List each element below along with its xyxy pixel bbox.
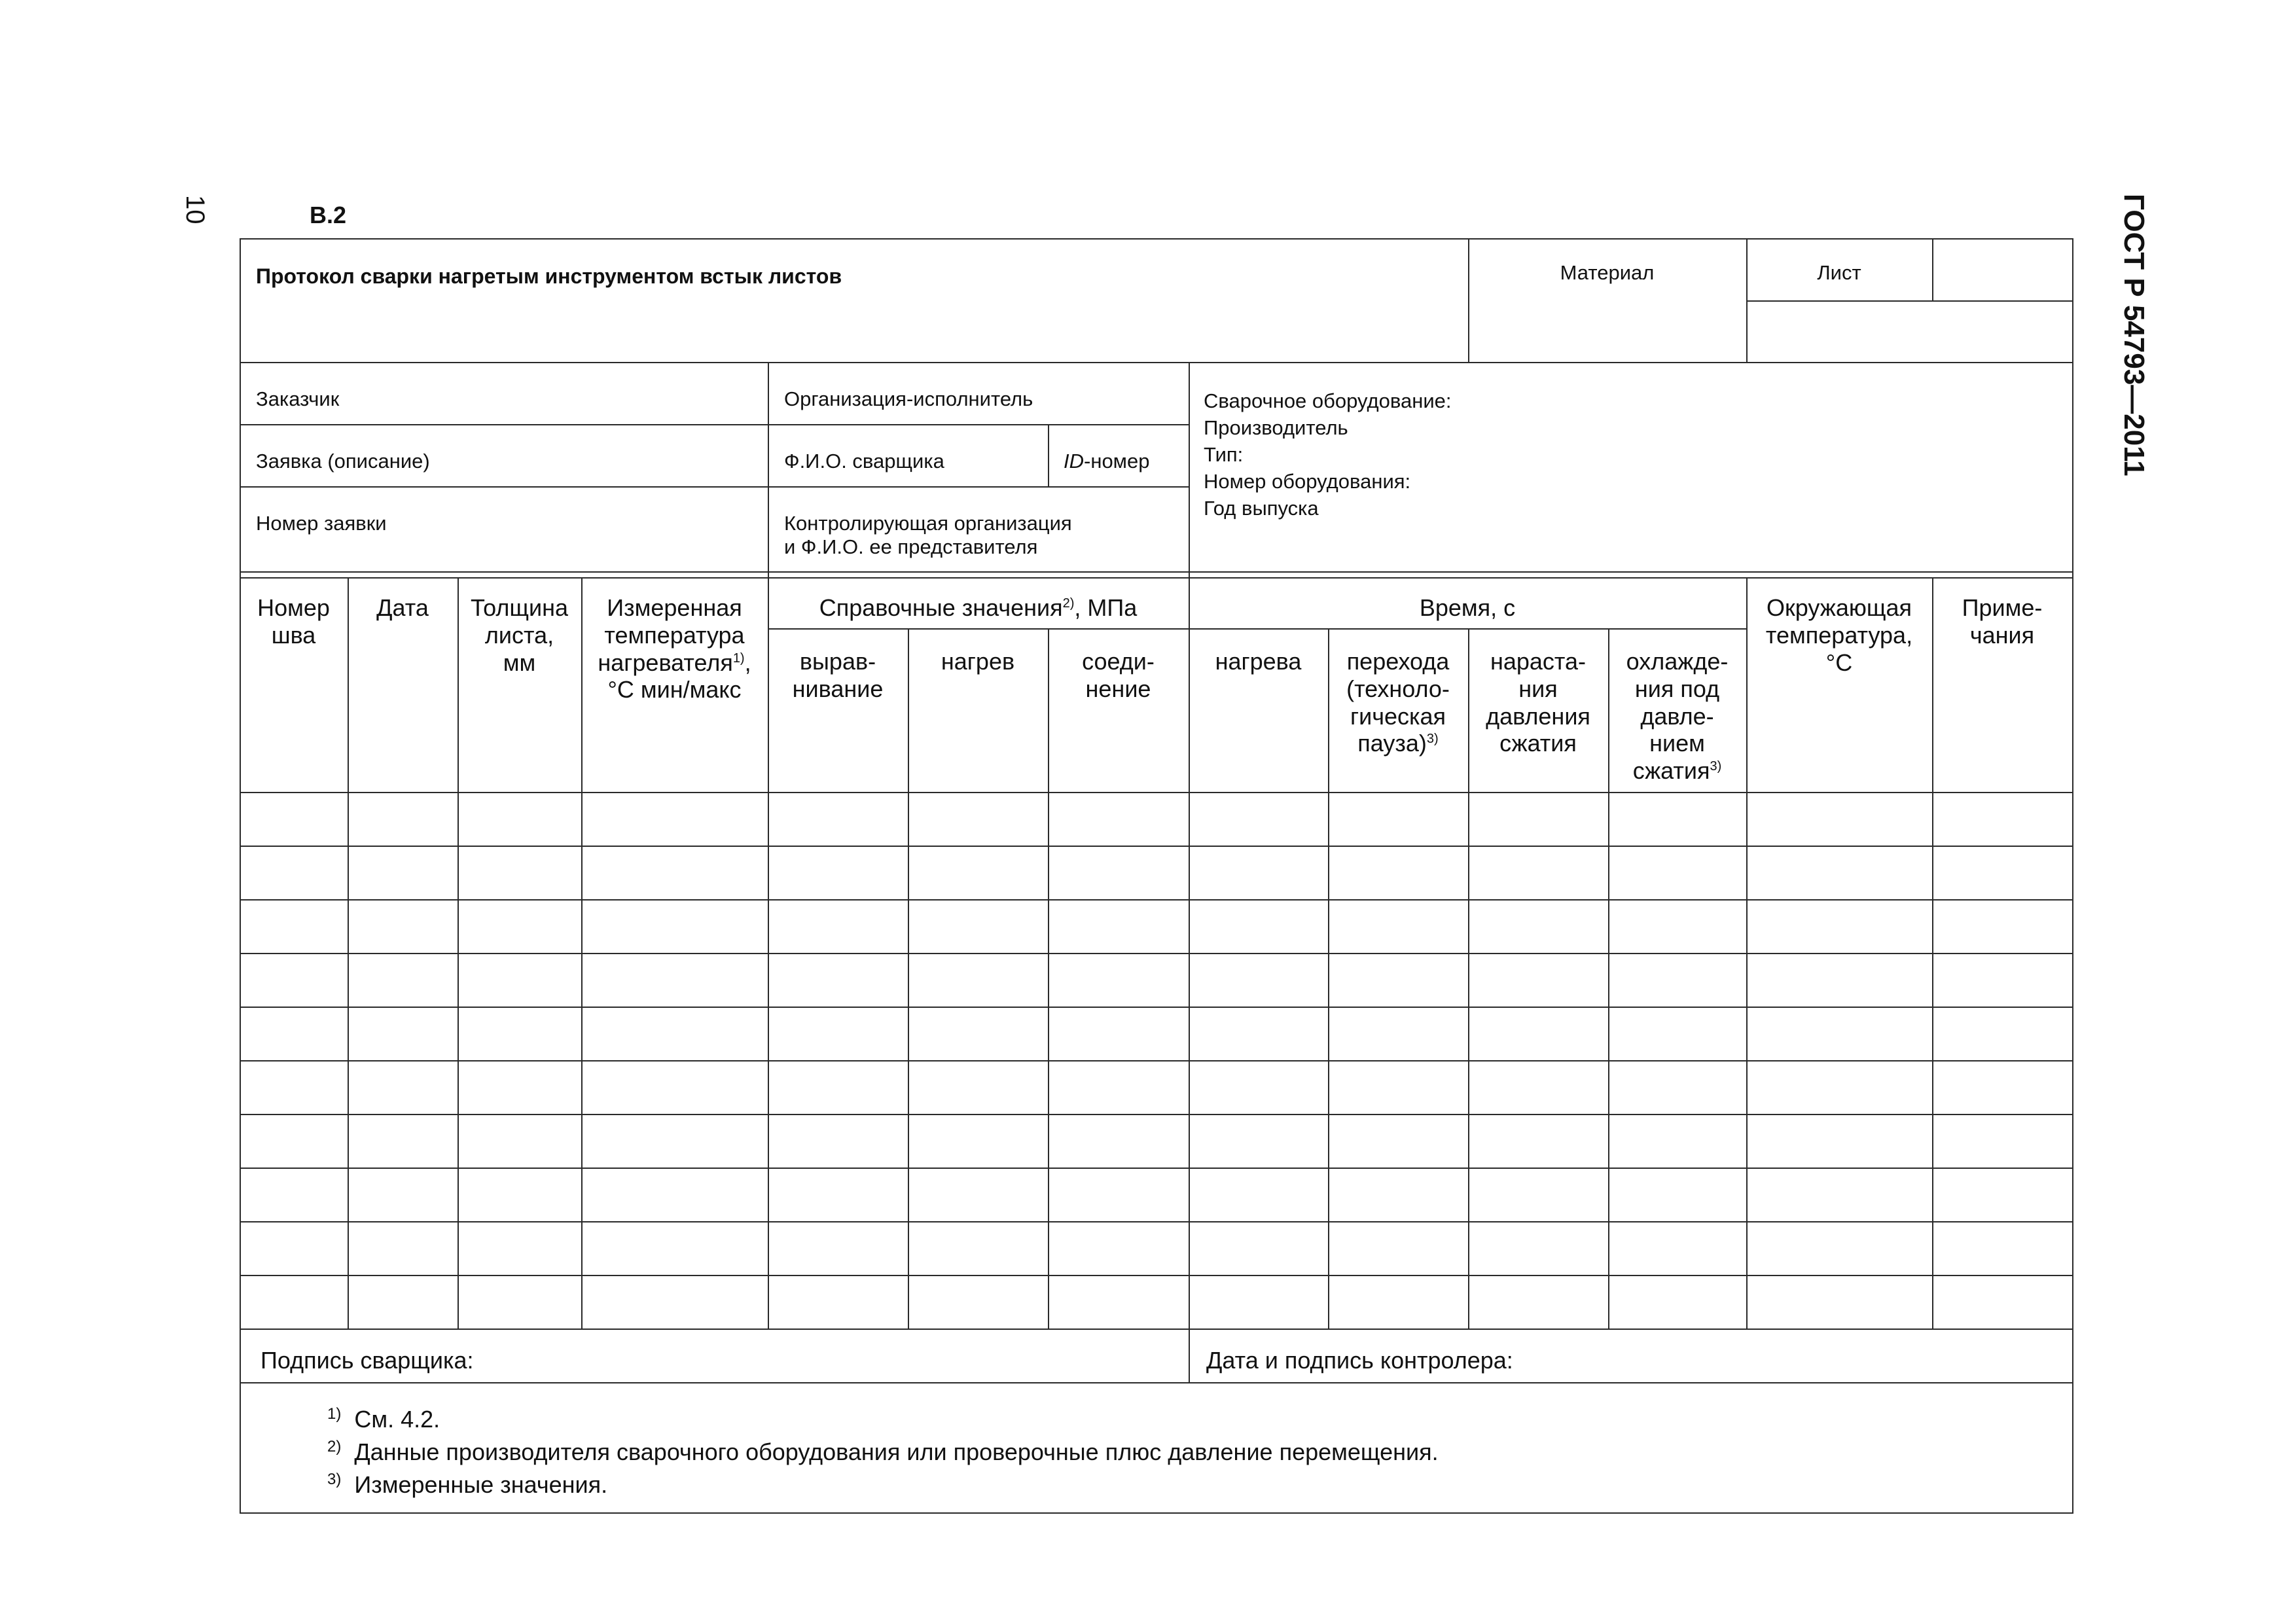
col-cooling: охлажде- ния под давле- нием сжатия$^{3)}$ bbox=[1626, 648, 1729, 784]
col-seam-number: Номер шва bbox=[257, 594, 330, 649]
col-heating-time: нагрева bbox=[1215, 648, 1302, 675]
welder-signature-label: Подпись сварщика: bbox=[260, 1347, 474, 1374]
col-heating-pressure: нагрев bbox=[941, 648, 1015, 675]
order-number-label: Номер заявки bbox=[256, 512, 387, 535]
col-alignment: вырав- нивание bbox=[792, 648, 884, 702]
col-transition: перехода (техноло- гическая пауза)$^{3)}$ bbox=[1346, 648, 1450, 757]
equipment-info: Сварочное оборудование: Производитель Тип: Номер оборудования: Год выпуска bbox=[1204, 389, 1452, 520]
id-number-label: ID-номер bbox=[1064, 450, 1150, 473]
inspector-label: Контролирующая организация и Ф.И.О. ее представителя bbox=[784, 512, 1072, 558]
section-number: В.2 bbox=[310, 202, 347, 228]
contractor-label: Организация-исполнитель bbox=[784, 387, 1033, 410]
col-date: Дата bbox=[376, 594, 429, 621]
footnote-3: $^{3)}$ Измеренные значения. bbox=[327, 1471, 608, 1498]
reference-values-header: Справочные значения$^{2)}$, МПа bbox=[819, 594, 1138, 621]
standard-code: ГОСТ Р 54793—2011 bbox=[2118, 194, 2150, 476]
form-title: Протокол сварки нагретым инструментом встык листов bbox=[256, 264, 842, 288]
page-number: 10 bbox=[181, 195, 209, 224]
col-notes: Приме- чания bbox=[1962, 594, 2043, 649]
col-pressure-rise: нараста- ния давления сжатия bbox=[1486, 648, 1590, 757]
col-ambient-temperature: Окружающая температура, °С bbox=[1765, 594, 1913, 676]
col-measured-temperature: Измеренная температура нагревателя$^{1)}$, °С мин/макс bbox=[598, 594, 751, 704]
controller-signature-label: Дата и подпись контролера: bbox=[1206, 1347, 1513, 1374]
welder-name-label: Ф.И.О. сварщика bbox=[784, 450, 944, 473]
material-label: Материал bbox=[1560, 261, 1655, 284]
order-description-label: Заявка (описание) bbox=[256, 450, 430, 473]
footnote-2: $^{2)}$ Данные производителя сварочного оборудования или проверочные плюс давление перемещения. bbox=[327, 1438, 1439, 1465]
footnote-1: $^{1)}$ См. 4.2. bbox=[327, 1405, 440, 1433]
sheet-label: Лист bbox=[1817, 261, 1861, 284]
customer-label: Заказчик bbox=[256, 387, 340, 410]
col-thickness: Толщина листа, мм bbox=[470, 594, 569, 676]
col-joining: соеди- нение bbox=[1082, 648, 1155, 702]
time-header: Время, с bbox=[1419, 594, 1516, 621]
